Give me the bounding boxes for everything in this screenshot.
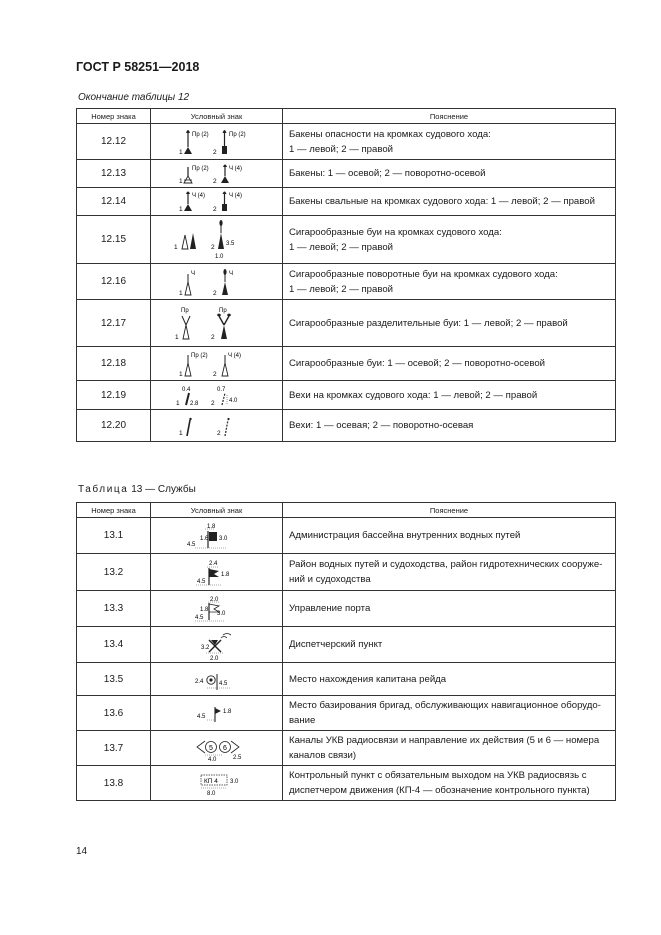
table-12 <box>76 108 616 442</box>
svg-text:Ч: Ч <box>229 270 233 277</box>
svg-text:1.0: 1.0 <box>215 253 224 260</box>
table-row <box>77 766 616 801</box>
dispatch-point-symbol <box>151 628 283 662</box>
svg-text:1: 1 <box>179 370 183 378</box>
explanation-text: Район водных путей и судоходства, район гидротехнических сооруже- <box>289 559 603 570</box>
turning-cigar-buoys-symbol <box>151 265 283 299</box>
svg-text:1: 1 <box>179 148 183 156</box>
row-number: 12.14 <box>77 188 151 216</box>
explanation-text: Вехи: 1 — осевая; 2 — поворотно-осевая <box>283 410 616 442</box>
table-row <box>77 591 616 627</box>
svg-text:2: 2 <box>213 148 217 156</box>
svg-text:1.8: 1.8 <box>221 571 230 578</box>
table-row <box>77 264 616 300</box>
drift-buoys-symbol <box>151 189 283 215</box>
svg-text:4.5: 4.5 <box>219 680 228 687</box>
svg-text:3.0: 3.0 <box>230 779 239 785</box>
svg-text:1.6: 1.6 <box>200 535 209 542</box>
svg-text:Ч (4): Ч (4) <box>229 165 242 172</box>
table-row <box>77 381 616 410</box>
svg-text:2.8: 2.8 <box>190 400 199 407</box>
row-number: 13.8 <box>77 766 151 801</box>
col-header-explanation: Пояснение <box>283 503 616 518</box>
svg-text:Пр: Пр <box>219 307 227 314</box>
svg-text:1: 1 <box>179 289 183 297</box>
explanation-text-cont: ний и судоходства <box>289 574 371 585</box>
explanation-text-cont: 1 — левой; 2 — правой <box>289 283 394 295</box>
col-header-symbol: Условный знак <box>151 109 283 124</box>
svg-text:3.5: 3.5 <box>226 240 235 247</box>
row-number: 12.20 <box>77 410 151 442</box>
vhf-radio-channels-symbol <box>151 733 283 763</box>
explanation-text-cont: 1 — левой; 2 — правой <box>289 241 394 253</box>
row-number: 12.16 <box>77 264 151 300</box>
harbor-master-symbol <box>151 664 283 695</box>
table-row <box>77 410 616 442</box>
table-row <box>77 216 616 264</box>
control-point-symbol <box>151 768 283 798</box>
svg-text:2.4: 2.4 <box>195 678 204 685</box>
explanation-text-cont: 1 — левой; 2 — правой <box>289 143 394 155</box>
cigar-buoys-symbol <box>151 217 283 263</box>
svg-text:2: 2 <box>217 429 221 437</box>
table-row <box>77 731 616 766</box>
svg-text:4.5: 4.5 <box>187 541 196 548</box>
explanation-text: Каналы УКВ радиосвязи и направление их действия (5 и 6 — номера <box>289 735 600 746</box>
svg-text:Пр: Пр <box>181 307 189 314</box>
table-row <box>77 160 616 188</box>
svg-text:2: 2 <box>213 370 217 378</box>
svg-text:2: 2 <box>213 177 217 185</box>
table-row <box>77 124 616 160</box>
svg-text:2.0: 2.0 <box>210 596 219 603</box>
table13-caption: Таблица 13 — Службы <box>78 484 196 495</box>
col-header-explanation: Пояснение <box>283 109 616 124</box>
svg-text:0.4: 0.4 <box>182 386 191 393</box>
svg-text:Пр (2): Пр (2) <box>192 165 209 172</box>
svg-text:8.0: 8.0 <box>207 791 216 797</box>
table-row <box>77 696 616 731</box>
svg-text:Ч (4): Ч (4) <box>229 192 242 199</box>
row-number: 12.17 <box>77 300 151 347</box>
row-number: 13.7 <box>77 731 151 766</box>
svg-text:4.0: 4.0 <box>208 757 217 763</box>
explanation-text: Бакены: 1 — осевой; 2 — поворотно-осевой <box>283 160 616 188</box>
explanation-text: Диспетчерский пункт <box>283 627 616 663</box>
row-number: 12.13 <box>77 160 151 188</box>
svg-text:Пр (2): Пр (2) <box>229 131 246 138</box>
svg-text:3.0: 3.0 <box>217 610 226 617</box>
maintenance-crew-base-symbol <box>151 698 283 728</box>
explanation-text-cont: диспетчером движения (КП-4 — обозначение контрольного пункта) <box>289 785 590 796</box>
svg-text:1: 1 <box>179 205 183 213</box>
table-row <box>77 518 616 554</box>
table12-caption: Окончание таблицы 12 <box>78 92 190 103</box>
svg-text:2.5: 2.5 <box>233 755 242 761</box>
svg-text:1: 1 <box>174 243 178 251</box>
explanation-text: Место нахождения капитана рейда <box>283 663 616 696</box>
explanation-text: Вехи на кромках судового хода: 1 — левой; 2 — правой <box>283 381 616 410</box>
table-header-row <box>77 503 616 518</box>
svg-text:Ч (4): Ч (4) <box>228 352 241 359</box>
svg-text:Пр (2): Пр (2) <box>191 352 208 359</box>
svg-text:1.8: 1.8 <box>200 606 209 613</box>
svg-text:2.4: 2.4 <box>209 560 218 567</box>
svg-text:6: 6 <box>223 745 227 752</box>
row-number: 13.3 <box>77 591 151 627</box>
col-header-symbol: Условный знак <box>151 503 283 518</box>
explanation-text: Бакены свальные на кромках судового хода: 1 — левой; 2 — правой <box>283 188 616 216</box>
svg-text:1: 1 <box>179 429 183 437</box>
document-header: ГОСТ Р 58251—2018 <box>76 60 200 74</box>
row-number: 13.6 <box>77 696 151 731</box>
row-number: 13.5 <box>77 663 151 696</box>
axial-stakes-symbol <box>151 411 283 441</box>
svg-text:4.0: 4.0 <box>229 397 238 404</box>
svg-text:1: 1 <box>175 333 179 341</box>
svg-text:5: 5 <box>209 745 213 752</box>
basin-administration-symbol <box>151 519 283 553</box>
svg-text:2: 2 <box>211 333 215 341</box>
row-number: 12.19 <box>77 381 151 410</box>
explanation-text: Контрольный пункт с обязательным выходом на УКВ радиосвязь с <box>289 770 587 781</box>
separation-cigar-buoys-symbol <box>151 301 283 346</box>
table-row <box>77 300 616 347</box>
explanation-text: Администрация бассейна внутренних водных путей <box>283 518 616 554</box>
svg-text:Пр (2): Пр (2) <box>192 131 209 138</box>
explanation-text: Сигарообразные буи на кромках судового хода: <box>289 226 502 238</box>
table-13 <box>76 502 616 801</box>
svg-text:4.5: 4.5 <box>195 614 204 621</box>
svg-text:3.0: 3.0 <box>219 535 228 542</box>
explanation-text: Бакены опасности на кромках судового хода: <box>289 128 491 140</box>
svg-text:2: 2 <box>213 205 217 213</box>
svg-text:2.0: 2.0 <box>210 655 219 662</box>
row-number: 13.1 <box>77 518 151 554</box>
svg-text:0.7: 0.7 <box>217 386 226 393</box>
table-header-row <box>77 109 616 124</box>
explanation-text-cont: вание <box>289 715 316 726</box>
table-row <box>77 663 616 696</box>
explanation-text: Место базирования бригад, обслуживающих навигационное оборудо- <box>289 700 601 711</box>
row-number: 12.15 <box>77 216 151 264</box>
col-header-number: Номер знака <box>77 503 151 518</box>
explanation-text-cont: каналов связи) <box>289 750 357 761</box>
svg-text:2: 2 <box>213 289 217 297</box>
svg-text:1.8: 1.8 <box>207 523 216 530</box>
explanation-text: Сигарообразные буи: 1 — осевой; 2 — поворотно-осевой <box>283 347 616 381</box>
explanation-text: Сигарообразные поворотные буи на кромках судового хода: <box>289 268 558 280</box>
row-number: 13.2 <box>77 554 151 591</box>
row-number: 12.12 <box>77 124 151 160</box>
svg-text:3.2: 3.2 <box>201 644 210 651</box>
port-management-symbol <box>151 592 283 626</box>
svg-text:Ч (4): Ч (4) <box>192 192 205 199</box>
axial-buoys-symbol <box>151 161 283 187</box>
explanation-text: Сигарообразные разделительные буи: 1 — левой; 2 — правой <box>283 300 616 347</box>
svg-text:1: 1 <box>176 399 180 407</box>
svg-text:4.5: 4.5 <box>197 578 206 585</box>
col-header-number: Номер знака <box>77 109 151 124</box>
explanation-text: Управление порта <box>283 591 616 627</box>
page-number: 14 <box>76 846 88 857</box>
table-row <box>77 554 616 591</box>
danger-buoys-symbol <box>151 125 283 159</box>
table-row <box>77 188 616 216</box>
table-row <box>77 627 616 663</box>
svg-text:2: 2 <box>211 399 215 407</box>
row-number: 13.4 <box>77 627 151 663</box>
svg-text:1.8: 1.8 <box>223 709 232 715</box>
axial-cigar-buoys-symbol <box>151 348 283 380</box>
svg-text:КП 4: КП 4 <box>204 778 218 785</box>
stakes-symbol <box>151 382 283 409</box>
svg-text:1: 1 <box>179 177 183 185</box>
svg-text:2: 2 <box>211 243 215 251</box>
waterway-district-symbol <box>151 555 283 590</box>
svg-text:Ч: Ч <box>191 270 195 277</box>
svg-text:4.5: 4.5 <box>197 714 206 720</box>
row-number: 12.18 <box>77 347 151 381</box>
table-row <box>77 347 616 381</box>
